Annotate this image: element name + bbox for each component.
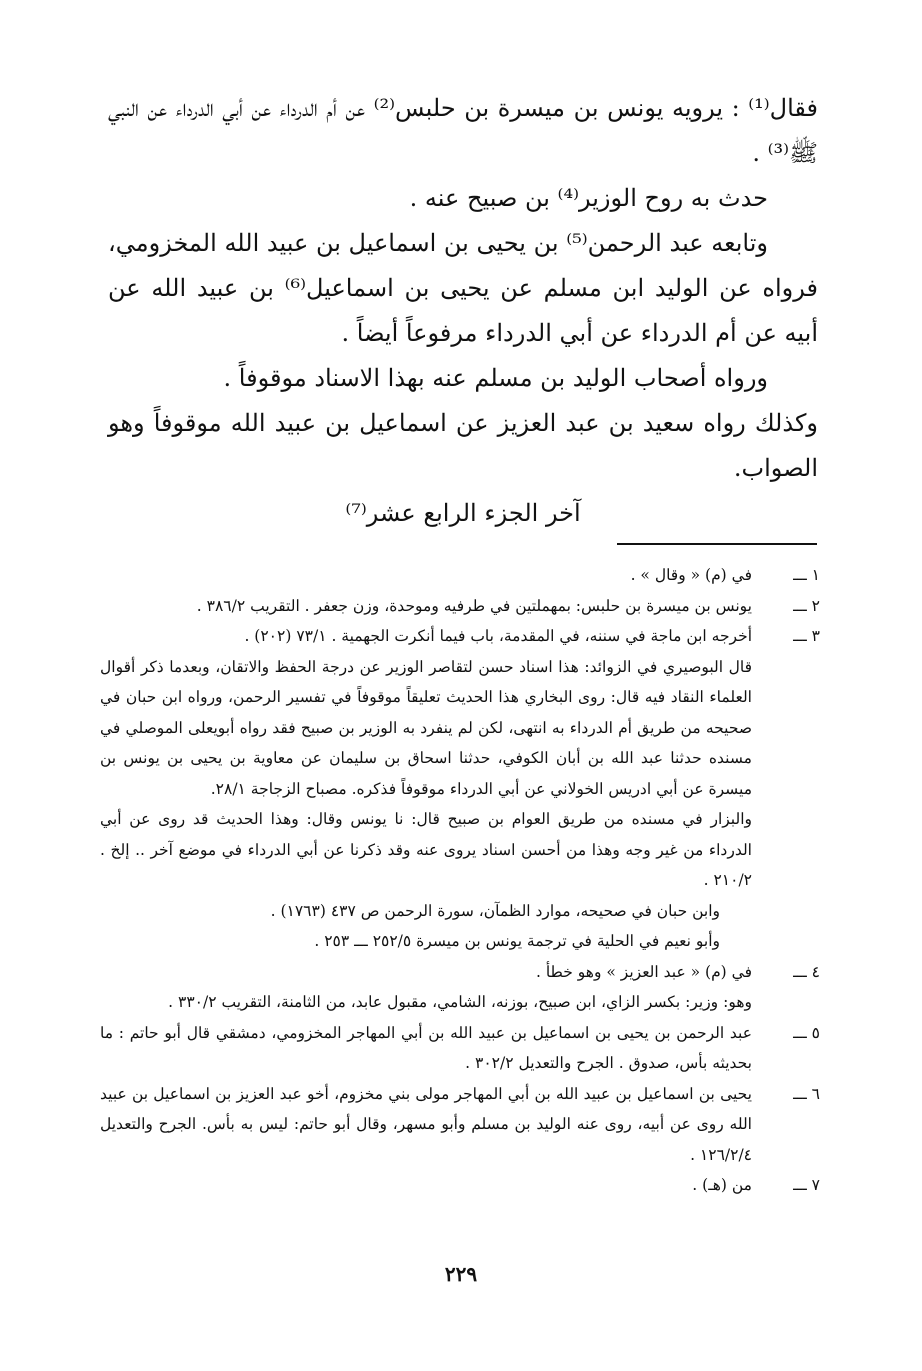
footnote-text: من (هـ) . — [692, 1176, 752, 1194]
footnote-6 — [100, 1079, 820, 1171]
footnote-text: عبد الرحمن بن يحيى بن اسماعيل بن عبيد الله بن أبي المهاجر المخزومي، دمشقي قال أبو حاتم : ما بحديثه بأس، صدوق . الجرح والتعديل ٣٠٢/٢ . — [100, 1023, 752, 1072]
footnote-4 — [100, 957, 820, 988]
paragraph-5: وكذلك رواه سعيد بن عبد العزيز عن اسماعيل بن عبيد الله موقوفاً وهو الصواب. — [108, 409, 818, 482]
footnote-number: ١ ـــ — [793, 566, 820, 584]
footnote-3-sources — [100, 896, 820, 957]
footnote-4-commentary — [100, 987, 820, 1018]
footnote-text: في (م) « وقال » . — [630, 566, 752, 584]
footnote-text: في (م) « عبد العزيز » وهو خطأ . — [535, 962, 752, 981]
footnote-3-commentary — [100, 652, 820, 896]
footnote-1 — [100, 560, 820, 591]
paragraph-1: فقال⁽¹⁾ : يرويه يونس بن ميسرة بن حلبس⁽²⁾ عن أم الدرداء عن أبي الدرداء عن النبي ﷺ⁽³⁾ . — [108, 94, 818, 167]
footnote-number: ٢ ـــ — [793, 596, 820, 615]
footnote-number: ٥ ـــ — [793, 1023, 820, 1042]
footnote-separator — [617, 543, 817, 545]
footnote-text: يحيى بن اسماعيل بن عبيد الله بن أبي المهاجر مولى بني مخزوم، أخو عبد العزيز بن اسماعيل بن عبيد الله روى عن أبيه، روى عنه الوليد بن مسلم وأبو مسهر، وقال أبو حاتم: ليس به بأس. الجرح والتعديل ١٢٦/٢/٤ . — [100, 1084, 752, 1164]
page-number: ٢٢٩ — [444, 1262, 478, 1286]
footnote-3 — [100, 621, 820, 652]
footnote-text: وهو: وزير: بكسر الزاي، ابن صبيح، بوزنه، الشامي، مقبول عابد، من الثامنة، التقريب ٣٣٠/٢ . — [168, 993, 752, 1011]
footnote-5 — [100, 1018, 820, 1079]
paragraph-3: وتابعه عبد الرحمن⁽⁵⁾ بن يحيى بن اسماعيل بن عبيد الله المخزومي، فرواه عن الوليد ابن مسلم عن يحيى بن اسماعيل⁽⁶⁾ بن عبيد الله عن أبيه عن أم الدرداء عن أبي الدرداء مرفوعاً أيضاً . — [108, 229, 818, 347]
footnote-number: ٧ ـــ — [793, 1176, 820, 1194]
footnote-7 — [100, 1170, 820, 1201]
footnote-text: يونس بن ميسرة بن حلبس: بمهملتين في طرفيه وموحدة، وزن جعفر . التقريب ٣٨٦/٢ . — [196, 596, 752, 615]
footnote-number: ٣ ـــ — [793, 627, 820, 645]
main-text — [108, 86, 818, 536]
footnote-2 — [100, 591, 820, 622]
paragraph-4: ورواه أصحاب الوليد بن مسلم عنه بهذا الاسناد موقوفاً . — [223, 364, 768, 392]
footnote-text: وابن حبان في صحيحه، موارد الظمآن، سورة الرحمن ص ٤٣٧ (١٧٦٣) . — [270, 901, 720, 920]
footnote-text: قال البوصيري في الزوائد: هذا اسناد حسن لتقاصر الوزير عن درجة الحفظ والاتقان، وبعدما ذكر أقوال العلماء النقاد فيه قال: روى البخاري هذا الحديث تعليقاً موقوفاً في تفسير الرحمن، ورواه ابن حبان في صحيحه من طريق أم الدرداء به انتهى، لكن لم ينفرد به الوزير بن صبيح فقد رواه أبويعلى الموصلي في مسنده حدثنا عبد الله بن أبان الكوفي، حدثنا اسحاق بن سليمان عن معاوية بن يحيى بن يونس بن ميسرة عن أبي ادريس الخولاني عن أبي الدرداء موقوفاً فذكره. مصباح الزجاجة ٢٨/١. — [100, 657, 752, 798]
footnote-number: ٦ ـــ — [793, 1084, 820, 1103]
footnote-text: وأبو نعيم في الحلية في ترجمة يونس بن ميسرة ٢٥٢/٥ ـــ ٢٥٣ . — [314, 932, 720, 950]
section-end-note: آخر الجزء الرابع عشر⁽⁷⁾ — [345, 499, 581, 527]
footnote-text: أخرجه ابن ماجة في سننه، في المقدمة، باب فيما أنكرت الجهمية . ٧٣/١ (٢٠٢) . — [244, 627, 752, 645]
paragraph-2: حدث به روح الوزير⁽⁴⁾ بن صبيح عنه . — [409, 184, 768, 212]
footnote-text: والبزار في مسنده من طريق العوام بن صبيح قال: نا يونس وقال: وهذا الحديث قد روى عن أبي الدرداء من غير وجه وهذا من أحسن اسناد يروى عنه وقد ذكرنا عن أبي الدرداء في موضع آخر .. إلخ . ٢١٠/٢ . — [100, 810, 752, 889]
footnote-number: ٤ ـــ — [793, 962, 820, 981]
footnotes — [100, 560, 820, 1201]
